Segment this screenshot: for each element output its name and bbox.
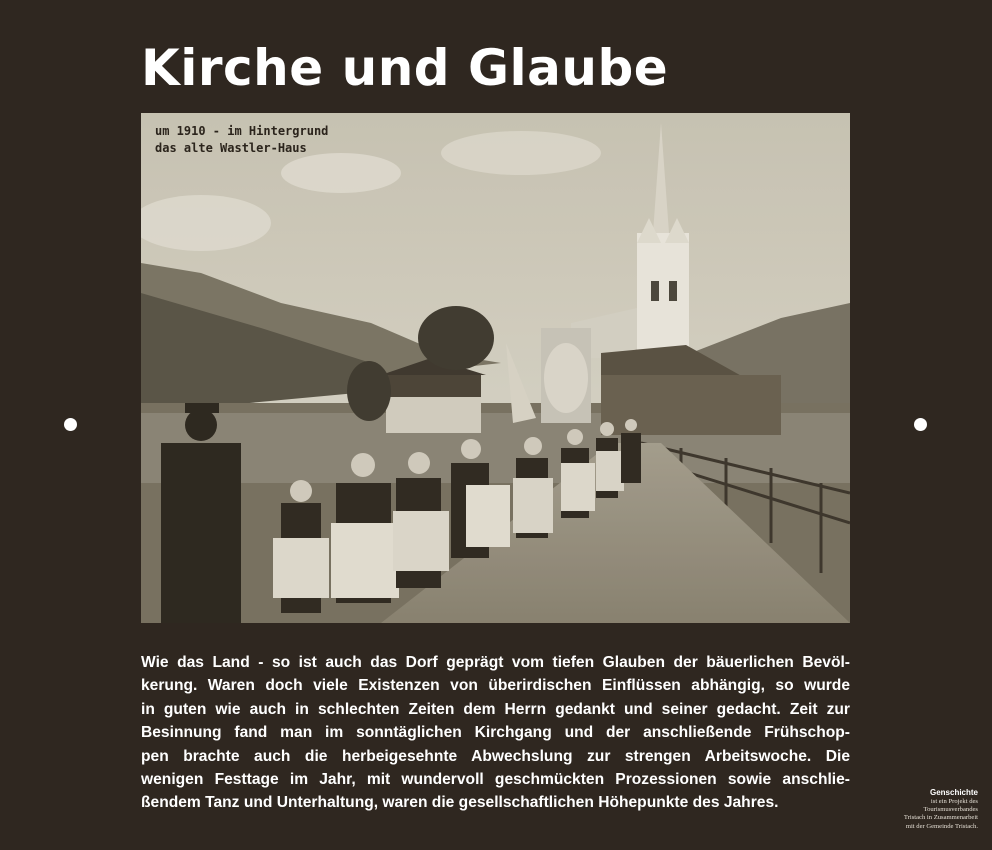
credit-line: ist ein Projekt des	[930, 798, 978, 805]
body-line: ßendem Tanz und Unterhaltung, waren die gesellschaftlichen Höhepunkte des Jahres.	[141, 794, 779, 812]
credit-line: Tristach in Zusammenarbeit	[903, 814, 978, 822]
body-line: kerung. Waren doch viele Existenzen von überirdischen Einflüssen abhängig, so wurde	[141, 677, 850, 695]
credit-heading: Genschichte	[929, 788, 978, 797]
mounting-hole-left	[64, 418, 77, 431]
body-paragraph	[141, 651, 850, 815]
mounting-hole-right	[914, 418, 927, 431]
credit-line: mit der Gemeinde Tristach.	[905, 822, 978, 830]
project-credit	[868, 788, 978, 831]
photo-caption	[155, 123, 328, 157]
page-title: Kirche und Glaube	[141, 39, 669, 97]
historic-photo	[141, 113, 850, 623]
procession-photo-image	[141, 113, 850, 623]
body-line: wenigen Festtage im Jahr, mit wundervoll geschmückten Prozessionen sowie anschlie-	[141, 771, 850, 789]
body-line: pen brachte auch die herbeigesehnte Abwechslung zur strengen Arbeitswoche. Die	[141, 747, 850, 765]
body-line: Wie das Land - so ist auch das Dorf geprägt vom tiefen Glauben der bäuerlichen Bevöl-	[141, 654, 850, 671]
credit-line: Tourismusverbandes	[923, 806, 978, 814]
photo-caption-line-2: das alte Wastler-Haus	[155, 141, 307, 155]
photo-caption-line-1: um 1910 - im Hintergrund	[155, 124, 329, 138]
body-line: in guten wie auch in schlechten Zeiten dem Herrn gedankt und seiner gedacht. Zeit zur	[141, 700, 850, 718]
body-line: Besinnung fand man im sonntäglichen Kirchgang und der anschließende Frühschop-	[141, 724, 850, 742]
